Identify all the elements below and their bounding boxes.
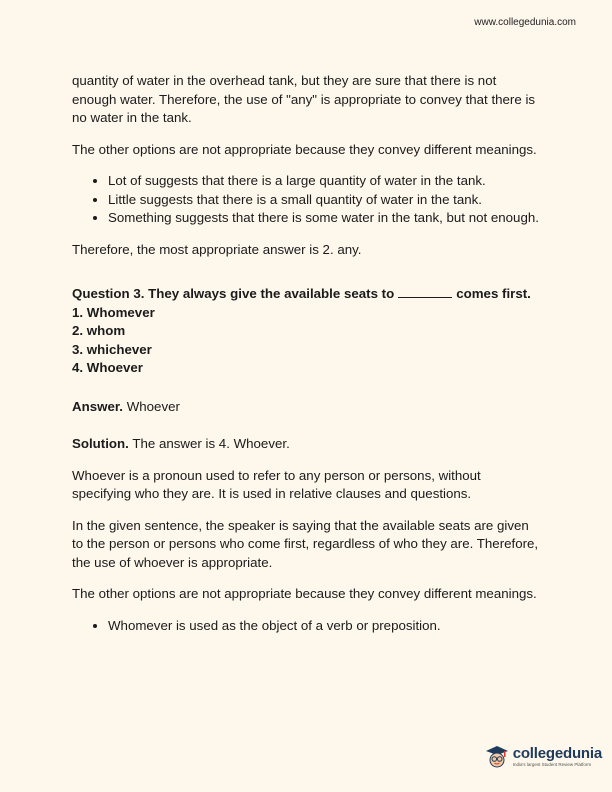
question-blank [398, 287, 452, 298]
answer-label: Answer. [72, 398, 123, 414]
option-item: 3. whichever [72, 341, 152, 357]
list-item: • Little suggests that there is a small quantity of water in the tank. [108, 191, 542, 210]
option-item: 4. Whoever [72, 360, 143, 375]
other-options-intro: The other options are not appropriate because they convey different meanings. [72, 586, 537, 601]
question-text [72, 285, 542, 304]
answer-value: Whoever [126, 398, 180, 414]
question-options [72, 304, 542, 378]
explanation-paragraph: Whoever is a pronoun used to refer to any person or persons, without specifying who they are. It is used in relative clauses and questions. [72, 467, 481, 501]
solution-line [72, 435, 542, 454]
question-block [72, 285, 542, 378]
option-item: 2. whom [72, 323, 126, 338]
solution-value: The answer is 4. Whoever. [132, 436, 290, 451]
explanation-paragraph: In the given sentence, the speaker is saying that the available seats are given to the person or persons who come first, regardless of who they are. Therefore, the use of whoever is appropriate. [72, 517, 539, 570]
list-item: • Something suggests that there is some water in the tank, but not enough. [108, 209, 542, 228]
option-item: 1. Whomever [72, 304, 155, 320]
site-url[interactable]: www.collegedunia.com [474, 17, 576, 28]
list-item: • Lot of suggests that there is a large quantity of water in the tank. [108, 172, 542, 191]
logo-tagline: India's largest Student Review Platform [512, 762, 592, 767]
collegedunia-logo [484, 744, 602, 770]
list-item: • Whomever is used as the object of a verb or preposition. [108, 617, 542, 636]
logo-name: collegedunia [512, 745, 602, 762]
paragraph-continued: quantity of water in the overhead tank, but they are sure that there is not enough water. Therefore, the use of "any" is appropriate to convey that there is no water in the tank. [72, 73, 536, 125]
solution-label: Solution. [72, 436, 129, 451]
question-text-before: Question 3. They always give the available seats to [72, 286, 395, 301]
options-explanation-list [72, 617, 542, 636]
answer-line [72, 398, 542, 417]
other-options-intro: The other options are not appropriate because they convey different meanings. [72, 141, 537, 157]
graduate-mascot-icon [484, 744, 510, 770]
document-body [72, 72, 542, 648]
options-explanation-list [72, 172, 542, 228]
question-text-after: comes first. [456, 286, 531, 301]
conclusion: Therefore, the most appropriate answer is 2. any. [72, 241, 362, 257]
